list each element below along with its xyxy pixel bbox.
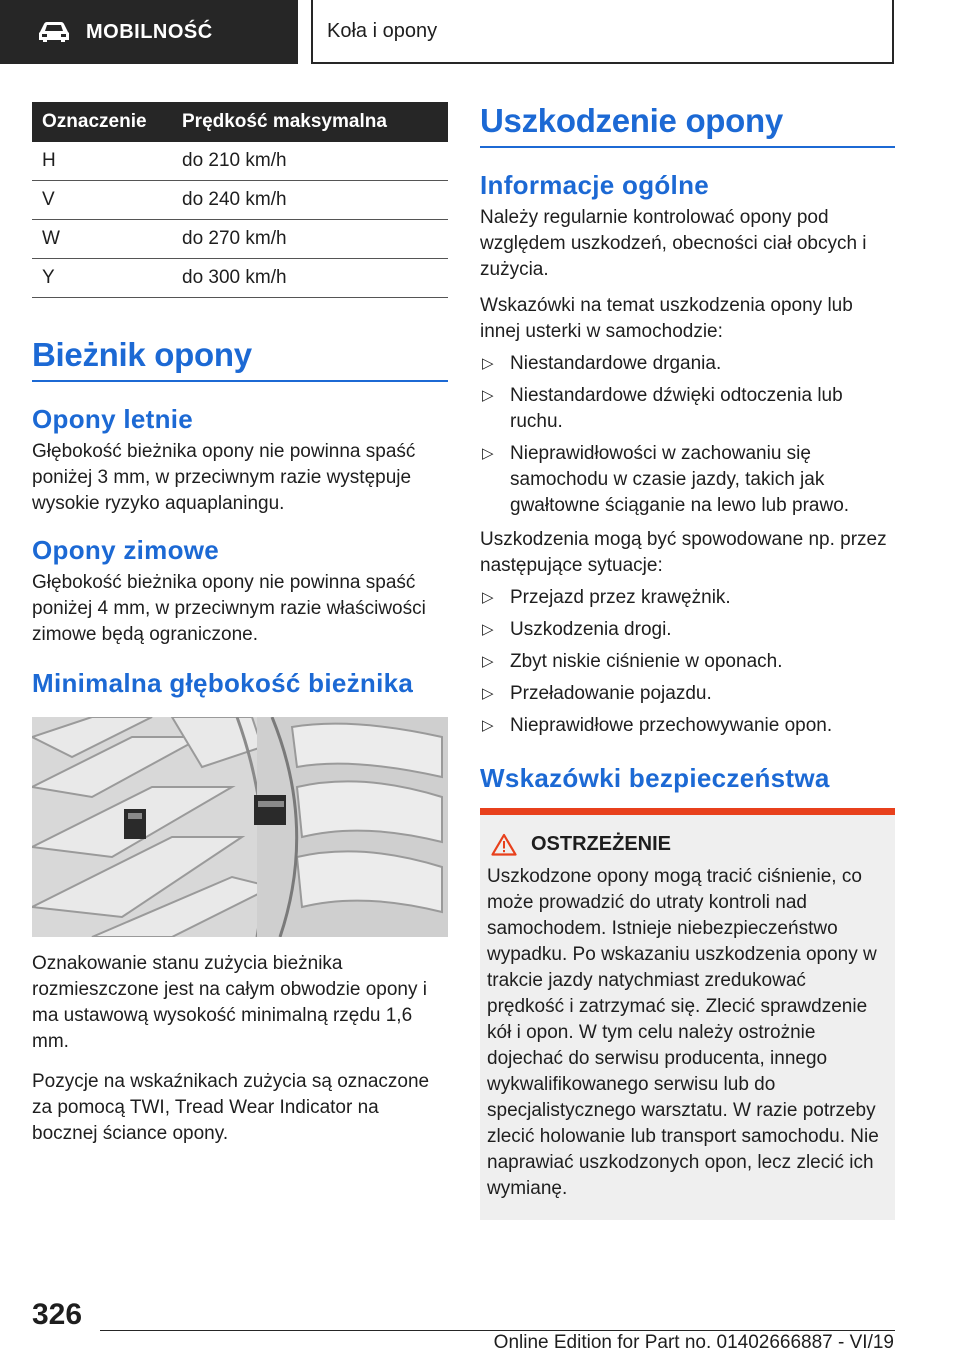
subsection-heading: Opony letnie <box>32 404 194 434</box>
warning-triangle-icon <box>491 833 517 856</box>
table-cell: do 240 km/h <box>172 181 448 220</box>
warning-title <box>491 833 888 856</box>
list-item <box>480 617 895 643</box>
section-title: Uszkodzenie opony <box>480 102 895 148</box>
page-number: 326 <box>32 1298 83 1331</box>
breadcrumb-label: Koła i opony <box>327 19 438 42</box>
list-item <box>480 681 895 707</box>
list-item-text: Niestandardowe drgania. <box>510 353 722 374</box>
triangle-bullet-icon: ▷ <box>482 653 494 670</box>
table-cell: Y <box>32 259 172 298</box>
speed-table <box>32 102 448 298</box>
table-cell: do 210 km/h <box>172 142 448 181</box>
subsection-heading: Opony zimowe <box>32 535 220 565</box>
car-icon <box>36 20 72 44</box>
triangle-bullet-icon: ▷ <box>482 445 494 462</box>
warning-text: Uszkodzone opony mogą tracić ciśnienie, co może prowadzić do utraty kontroli nad samochodem. Istnieje niebezpieczeństwo wypadku. Po wskazaniu uszkodzenia opony w trakcie jazdy natychmiast zredukować prędkość i zatrzymać się. Zlecić sprawdzenie kół i opon. W tym celu należy ostrożnie dojechać do serwisu producenta, innego wykwalifikowanego serwisu lub do specjalistycznego warsztatu. W razie potrzeby zlecić holowanie lub transport samochodu. Nie naprawiać uszkodzonych opon, lecz zlecić ich wymianę. <box>487 866 879 1199</box>
column-header: Prędkość maksymalna <box>172 102 448 142</box>
table-row <box>32 259 448 298</box>
triangle-bullet-icon: ▷ <box>482 621 494 638</box>
breadcrumb <box>311 0 894 64</box>
subsection-heading: Informacje ogólne <box>480 170 710 200</box>
list-item <box>480 713 895 739</box>
table-row <box>32 142 448 181</box>
subsection-heading: Wskazówki bezpieczeństwa <box>480 763 830 793</box>
table-row <box>32 181 448 220</box>
table-cell: do 270 km/h <box>172 220 448 259</box>
symptom-list <box>480 351 895 519</box>
warning-box <box>480 815 895 1220</box>
table-header-row <box>32 102 448 142</box>
table-cell: V <box>32 181 172 220</box>
paragraph: Wskazówki na temat uszkodzenia opony lub innej usterki w samochodzie: <box>480 295 853 342</box>
list-item-text: Zbyt niskie ciśnienie w oponach. <box>510 651 783 672</box>
list-item <box>480 585 895 611</box>
warning-title-text: OSTRZEŻENIE <box>531 833 672 855</box>
triangle-bullet-icon: ▷ <box>482 717 494 734</box>
table-cell: W <box>32 220 172 259</box>
warning-bar <box>480 808 895 815</box>
list-item-text: Przejazd przez krawężnik. <box>510 587 731 608</box>
list-item-text: Niestandardowe dźwięki odtoczenia lub ruchu. <box>510 385 843 432</box>
edition-note: Online Edition for Part no. 01402666887 - VI/19 <box>493 1332 894 1353</box>
section-label: MOBILNOŚĆ <box>86 20 213 43</box>
table-cell: H <box>32 142 172 181</box>
footer-divider <box>100 1330 895 1331</box>
list-item-text: Uszkodzenia drogi. <box>510 619 672 640</box>
list-item-text: Nieprawidłowości w zachowaniu się samochodu w czasie jazdy, takich jak gwałtowne ściąganie na lewo lub prawo. <box>510 443 850 516</box>
warning-callout <box>480 808 895 1220</box>
list-item <box>480 351 895 377</box>
paragraph: Pozycje na wskaźnikach zużycia są oznaczone za pomocą TWI, Tread Wear Indicator na bocznej ściance opony. <box>32 1071 430 1144</box>
triangle-bullet-icon: ▷ <box>482 387 494 404</box>
table-row <box>32 220 448 259</box>
paragraph: Głębokość bieżnika opony nie powinna spaść poniżej 3 mm, w przeciwnym razie występuje wysokie ryzyko aquaplaningu. <box>32 441 416 514</box>
section-title: Bieżnik opony <box>32 336 448 382</box>
list-item <box>480 383 895 435</box>
left-column <box>32 102 448 1147</box>
list-item-text: Nieprawidłowe przechowywanie opon. <box>510 715 833 736</box>
list-item <box>480 441 895 519</box>
right-column <box>480 102 895 1220</box>
paragraph: Należy regularnie kontrolować opony pod względem uszkodzeń, obecności ciał obcych i zużycia. <box>480 207 867 280</box>
paragraph: Głębokość bieżnika opony nie powinna spaść poniżej 4 mm, w przeciwnym razie właściwości zimowe będą ograniczone. <box>32 572 426 645</box>
triangle-bullet-icon: ▷ <box>482 685 494 702</box>
paragraph: Oznakowanie stanu zużycia bieżnika rozmieszczone jest na całym obwodzie opony i ma ustawową wysokość minimalną rzędu 1,6 mm. <box>32 953 427 1052</box>
tread-wear-illustration <box>32 717 448 937</box>
triangle-bullet-icon: ▷ <box>482 589 494 606</box>
triangle-bullet-icon: ▷ <box>482 355 494 372</box>
column-header: Oznaczenie <box>32 102 172 142</box>
list-item <box>480 649 895 675</box>
cause-list <box>480 585 895 739</box>
table-cell: do 300 km/h <box>172 259 448 298</box>
section-tab <box>0 0 298 64</box>
subsection-heading: Minimalna głębokość bieżnika <box>32 668 414 698</box>
paragraph: Uszkodzenia mogą być spowodowane np. przez następujące sytuacje: <box>480 529 887 576</box>
list-item-text: Przeładowanie pojazdu. <box>510 683 712 704</box>
